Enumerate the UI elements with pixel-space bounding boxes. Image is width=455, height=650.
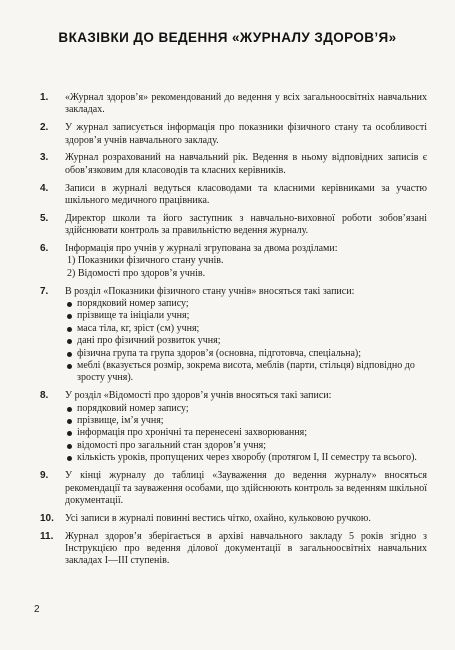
- bullet-item: порядковий номер запису;: [65, 298, 427, 310]
- bullet-item: кількість уроків, пропущених через хворобу (протягом І, ІІ семестру та всього).: [65, 452, 427, 464]
- list-item: [40, 390, 427, 464]
- item-number: 5.: [40, 212, 49, 224]
- item-number: 4.: [40, 182, 49, 194]
- item-text: Журнал здоров’я зберігається в архіві навчального закладу 5 років згідно з Інструкцією про ведення ділової документації в загальноосвітніх навчальних закладах І—ІІІ ступенів.: [65, 530, 427, 567]
- item-text: Усі записи в журналі повинні вестись чітко, охайно, кульковою ручкою.: [65, 512, 371, 524]
- item-text: «Журнал здоров’я» рекомендований до ведення у всіх загальноосвітніх навчальних закладах.: [65, 92, 427, 116]
- bullet-item: інформація про хронічні та перенесені захворювання;: [65, 427, 427, 439]
- list-item: [40, 183, 427, 208]
- list-item: [40, 243, 427, 280]
- item-text: В розділ «Показники фізичного стану учнів» вносяться такі записи:: [65, 285, 355, 297]
- item-number: 10.: [40, 512, 54, 524]
- item-number: 3.: [40, 152, 49, 164]
- item-text: У розділ «Відомості про здоров’я учнів вносяться такі записи:: [65, 390, 332, 402]
- list-item: [40, 92, 427, 117]
- sub-item: 1) Показники фізичного стану учнів.: [67, 255, 224, 267]
- item-number: 9.: [40, 470, 49, 482]
- page-number: 2: [34, 604, 40, 615]
- list-item: [40, 152, 427, 177]
- item-text: Записи в журналі ведуться класоводами та класними керівниками за участю шкільного медичного працівника.: [65, 182, 427, 207]
- bullet-item: меблі (вказується розмір, зокрема висота, меблів (парти, стільця) відповідно до зросту учня).: [65, 360, 427, 385]
- bullet-item: фізична група та група здоров’я (основна, підготовча, спеціальна);: [65, 348, 427, 360]
- bullet-item: відомості про загальний стан здоров’я учня;: [65, 440, 427, 452]
- list-item: [40, 122, 427, 147]
- list-item: [40, 531, 427, 568]
- instructions-list: [40, 92, 427, 573]
- item-number: 2.: [40, 122, 49, 134]
- item-number: 6.: [40, 243, 49, 255]
- list-item: [40, 470, 427, 507]
- sub-item: 2) Відомості про здоров’я учнів.: [67, 267, 206, 279]
- item-number: 1.: [40, 92, 49, 103]
- bullet-item: маса тіла, кг, зріст (см) учня;: [65, 323, 427, 335]
- list-item: [40, 213, 427, 238]
- bullet-item: дані про фізичний розвиток учня;: [65, 335, 427, 347]
- item-number: 7.: [40, 285, 49, 297]
- item-text: У журнал записується інформація про показники фізичного стану та особливості здоров’я учнів навчального закладу.: [65, 122, 427, 146]
- item-text: Журнал розрахований на навчальний рік. Ведення в ньому відповідних записів є обов’язковим для класоводів та класних керівників.: [65, 152, 427, 176]
- item-text: У кінці журналу до таблиці «Зауваження до ведення журналу» вносяться рекомендації та зауваження особами, що здійснюють контроль за веденням шкільної документації.: [65, 470, 427, 506]
- bullet-item: прізвище та ініціали учня;: [65, 310, 427, 322]
- list-item: [40, 513, 427, 525]
- page-title: ВКАЗІВКИ ДО ВЕДЕННЯ «ЖУРНАЛУ ЗДОРОВ’Я»: [58, 30, 397, 45]
- bullet-item: прізвище, ім’я учня;: [65, 415, 427, 427]
- list-item: [40, 286, 427, 385]
- item-number: 8.: [40, 390, 49, 402]
- item-text: Директор школи та його заступник з навчально-виховної роботи зобов’язані здійснювати контроль за правильністю ведення журналу.: [65, 212, 427, 237]
- bullet-item: порядковий номер запису;: [65, 403, 427, 415]
- item-text: Інформація про учнів у журналі згрупована за двома розділами:: [65, 243, 338, 255]
- item-number: 11.: [40, 530, 54, 542]
